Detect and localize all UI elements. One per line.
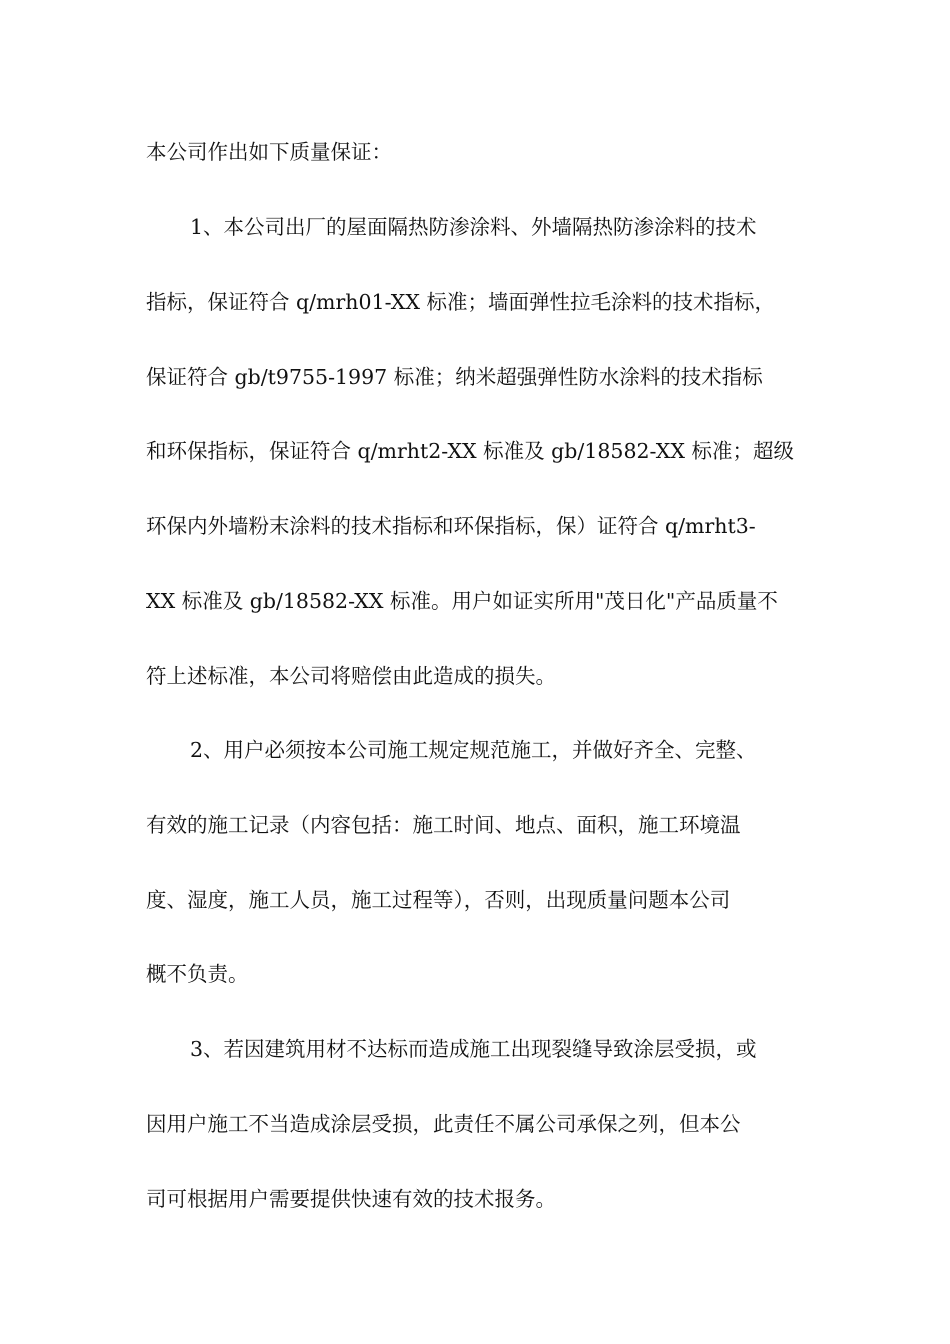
paragraph-2-line-3: 度、湿度，施工人员，施工过程等），否则，出现质量问题本公司 <box>146 888 731 912</box>
paragraph-1-line-2: 指标，保证符合 q/mrh01-XX 标准；墙面弹性拉毛涂料的技术指标， <box>146 290 775 314</box>
paragraph-3-line-1: 3、若因建筑用材不达标而造成施工出现裂缝导致涂层受损，或 <box>190 1037 757 1061</box>
paragraph-2-line-1: 2、用户必须按本公司施工规定规范施工，并做好齐全、完整、 <box>190 738 757 762</box>
paragraph-1-line-4: 和环保指标，保证符合 q/mrht2-XX 标准及 gb/18582-XX 标准；超级 <box>146 439 794 463</box>
paragraph-3-line-3: 司可根据用户需要提供快速有效的技术报务。 <box>146 1187 556 1211</box>
paragraph-2-line-4: 概不负责。 <box>146 962 249 986</box>
paragraph-1-line-3: 保证符合 gb/t9755-1997 标准；纳米超强弹性防水涂料的技术指标 <box>146 365 763 389</box>
intro-line: 本公司作出如下质量保证： <box>146 140 392 164</box>
paragraph-1-line-1: 1、本公司出厂的屋面隔热防渗涂料、外墙隔热防渗涂料的技术 <box>190 215 757 239</box>
paragraph-3-line-2: 因用户施工不当造成涂层受损，此责任不属公司承保之列，但本公 <box>146 1112 741 1136</box>
paragraph-2-line-2: 有效的施工记录（内容包括：施工时间、地点、面积，施工环境温 <box>146 813 741 837</box>
paragraph-1-line-5: 环保内外墙粉末涂料的技术指标和环保指标，保）证符合 q/mrht3- <box>146 514 756 538</box>
paragraph-1-line-7: 符上述标准，本公司将赔偿由此造成的损失。 <box>146 664 556 688</box>
paragraph-1-line-6: XX 标准及 gb/18582-XX 标准。用户如证实所用"茂日化"产品质量不 <box>146 589 778 613</box>
